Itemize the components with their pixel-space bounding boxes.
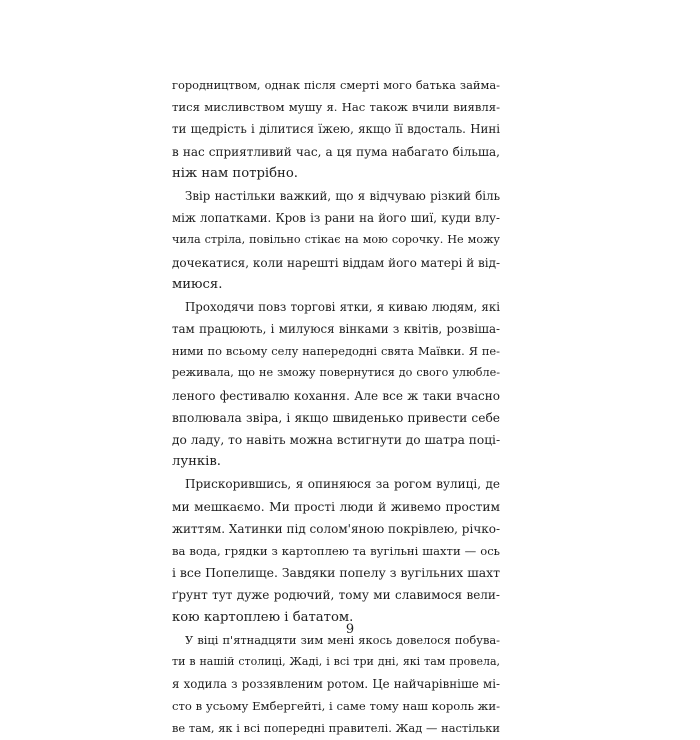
paragraph xyxy=(172,74,500,185)
text-line: реживала, що не зможу повернутися до свого улюбле- xyxy=(172,366,500,380)
text-line: вполювала звіра, і якщо швиденько привести себе xyxy=(172,410,500,425)
text-line: до ладу, то навіть можна встигнути до шатра поці- xyxy=(172,433,501,447)
paragraph xyxy=(172,296,500,474)
text-line: сто в усьому Ембергейті, і саме тому наш король жи- xyxy=(172,699,500,714)
text-line: городництвом, однак після смерті мого батька займа- xyxy=(172,78,500,92)
text-line: я ходила з роззявленим ротом. Це найчарівніше мі- xyxy=(172,677,500,692)
text-line: ними по всьому селу напередодні свята Маївки. Я пе- xyxy=(172,344,500,359)
text-line: між лопатками. Кров із рани на його шиї, куди влу- xyxy=(172,211,500,226)
text-line: там працюють, і милуюся вінками з квітів, розвіша- xyxy=(172,322,500,337)
text-line: чила стріла, повільно стікає на мою сорочку. Не можу xyxy=(172,233,500,247)
text-line: миюся. xyxy=(172,276,223,292)
body-text xyxy=(172,74,500,740)
paragraph xyxy=(172,629,500,740)
text-line: ва вода, грядки з картоплею та вугільні шахти — ось xyxy=(172,543,500,558)
text-line: і все Попелище. Завдяки попелу з вугільних шахт xyxy=(172,565,500,581)
text-line: ти щедрість і ділитися їжею, якщо її вдосталь. Нині xyxy=(172,122,500,137)
text-line: Звір настільки важкий, що я відчуваю різкий біль xyxy=(185,188,500,203)
text-line: лунків. xyxy=(172,454,222,470)
text-line: в нас сприятливий час, а ця пума набагато більша, xyxy=(172,144,500,159)
text-line: Проходячи повз торгові ятки, я киваю людям, які xyxy=(185,299,500,314)
text-line: ніж нам потрібно. xyxy=(172,165,298,181)
paragraph xyxy=(172,473,500,628)
text-line: ти в нашій столиці, Жаді, і всі три дні, які там провела, xyxy=(172,654,500,668)
text-line: тися мисливством мушу я. Нас також вчили виявля- xyxy=(172,100,500,115)
text-line: ми мешкаємо. Ми прості люди й живемо простим xyxy=(172,499,500,514)
paragraph xyxy=(172,185,500,296)
text-line: леного фестивалю кохання. Але все ж таки вчасно xyxy=(172,388,500,403)
text-line: ґрунт тут дуже родючий, тому ми славимося вели- xyxy=(172,588,500,603)
text-line: Прискорившись, я опиняюся за рогом вулиці, де xyxy=(185,477,500,492)
text-line: ве там, як і всі попередні правителі. Жад — настільки xyxy=(172,721,500,736)
text-line: дочекатися, коли нарешті віддам його матері й від- xyxy=(172,255,501,270)
text-line: життям. Хатинки під солом'яною покрівлею, річко- xyxy=(172,521,501,536)
page-number: 9 xyxy=(345,622,355,637)
text-line: кою картоплею і бататом. xyxy=(172,609,354,625)
text-line: У віці п'ятнадцяти зим мені якось довелося побува- xyxy=(185,632,500,647)
